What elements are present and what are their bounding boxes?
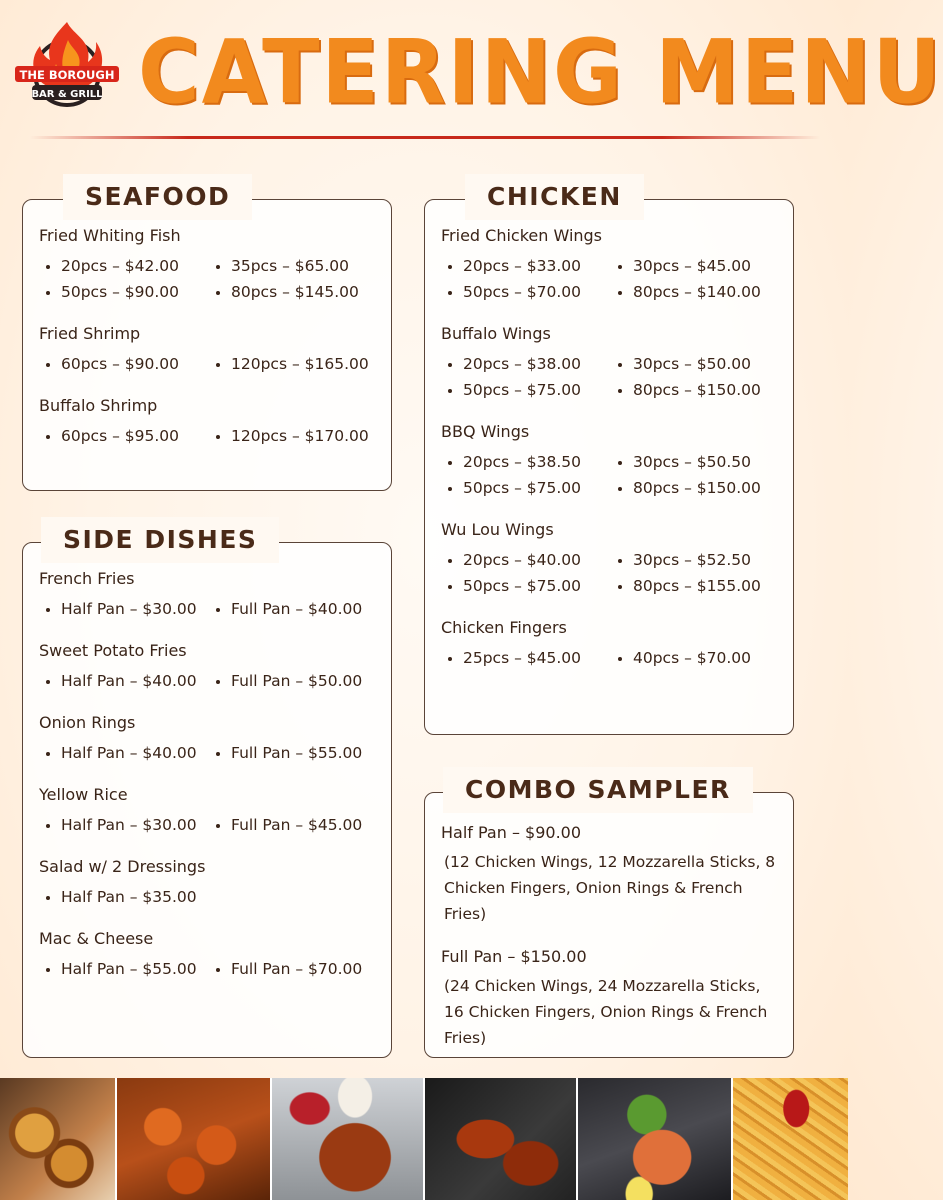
combo-items [425, 793, 793, 1051]
price-option: Half Pan – $30.00 [39, 815, 205, 835]
price-list [39, 256, 375, 302]
menu-item-name: Fried Chicken Wings [441, 226, 603, 245]
menu-item [39, 569, 375, 619]
menu-item-name: Chicken Fingers [441, 618, 567, 637]
menu-item-name: Mac & Cheese [39, 929, 154, 948]
menu-item-name: French Fries [39, 569, 135, 588]
price-option: 35pcs – $65.00 [209, 256, 375, 276]
seafood-title: SEAFOOD [63, 174, 252, 220]
price-option: 20pcs – $42.00 [39, 256, 205, 276]
price-option: 80pcs – $145.00 [209, 282, 375, 302]
menu-item [39, 226, 375, 302]
price-list [39, 815, 375, 835]
chicken-card [424, 182, 794, 735]
menu-item-name: BBQ Wings [441, 422, 530, 441]
menu-item-name: Wu Lou Wings [441, 520, 554, 539]
price-option: 20pcs – $38.50 [441, 452, 607, 472]
price-option: 50pcs – $70.00 [441, 282, 607, 302]
price-option: 120pcs – $165.00 [209, 354, 375, 374]
menu-item [441, 226, 777, 302]
bbq-wings-photo [425, 1078, 578, 1200]
chicken-items [425, 200, 793, 668]
price-option: 50pcs – $90.00 [39, 282, 205, 302]
menu-item-name: Onion Rings [39, 713, 136, 732]
combo-half-pan-price: Half Pan – $90.00 [441, 823, 582, 842]
price-list [39, 671, 375, 691]
price-option: Full Pan – $40.00 [209, 599, 375, 619]
logo-text-line1: THE BOROUGH [19, 68, 115, 82]
menu-item [441, 324, 777, 400]
page-title: CATERING MENU [138, 20, 943, 124]
menu-item [441, 618, 777, 668]
price-option: 80pcs – $140.00 [611, 282, 777, 302]
price-option: 40pcs – $70.00 [611, 648, 777, 668]
price-list [39, 887, 375, 907]
menu-item-name: Yellow Rice [39, 785, 128, 804]
price-option: 30pcs – $50.00 [611, 354, 777, 374]
combo-half-pan-desc: (12 Chicken Wings, 12 Mozzarella Sticks, 8 Chicken Fingers, Onion Rings & French Fries) [444, 853, 776, 923]
price-option: Half Pan – $55.00 [39, 959, 205, 979]
combo-full-pan-price: Full Pan – $150.00 [441, 947, 587, 966]
menu-item [39, 396, 375, 446]
food-photo-strip [0, 1078, 848, 1200]
price-list [39, 743, 375, 763]
price-option: 20pcs – $38.00 [441, 354, 607, 374]
menu-item [441, 520, 777, 596]
price-option: 60pcs – $90.00 [39, 354, 205, 374]
combo-full-pan-desc: (24 Chicken Wings, 24 Mozzarella Sticks, 16 Chicken Fingers, Onion Rings & French Fries) [444, 977, 768, 1047]
seafood-card [22, 182, 392, 491]
shrimp-photo [117, 1078, 272, 1200]
header-divider [30, 136, 820, 139]
combo-half-pan [441, 821, 777, 927]
chicken-title: CHICKEN [465, 174, 644, 220]
menu-item [39, 785, 375, 835]
price-option: 30pcs – $52.50 [611, 550, 777, 570]
price-option: Full Pan – $50.00 [209, 671, 375, 691]
price-option: 60pcs – $95.00 [39, 426, 205, 446]
menu-item [39, 857, 375, 907]
price-option: Half Pan – $35.00 [39, 887, 205, 907]
price-option: Half Pan – $40.00 [39, 671, 205, 691]
price-option: 25pcs – $45.00 [441, 648, 607, 668]
price-option: 20pcs – $40.00 [441, 550, 607, 570]
menu-item [441, 422, 777, 498]
price-option: Full Pan – $55.00 [209, 743, 375, 763]
side-dishes-title: SIDE DISHES [41, 517, 279, 563]
price-option: Half Pan – $30.00 [39, 599, 205, 619]
menu-item-name: Buffalo Wings [441, 324, 551, 343]
price-option: Full Pan – $45.00 [209, 815, 375, 835]
price-list [441, 354, 777, 400]
menu-item-name: Buffalo Shrimp [39, 396, 158, 415]
flame-grill-icon [12, 18, 122, 110]
price-option: 30pcs – $50.50 [611, 452, 777, 472]
menu-item-name: Salad w/ 2 Dressings [39, 857, 206, 876]
side-dishes-card [22, 525, 392, 1058]
wings-dip-photo [272, 1078, 425, 1200]
price-option: 120pcs – $170.00 [209, 426, 375, 446]
menu-item-name: Sweet Potato Fries [39, 641, 187, 660]
price-option: Half Pan – $40.00 [39, 743, 205, 763]
price-list [39, 354, 375, 374]
price-option: 30pcs – $45.00 [611, 256, 777, 276]
menu-item-name: Fried Whiting Fish [39, 226, 181, 245]
salmon-photo [578, 1078, 733, 1200]
price-option: 20pcs – $33.00 [441, 256, 607, 276]
onion-rings-photo [0, 1078, 117, 1200]
seafood-items [23, 200, 391, 446]
menu-item-name: Fried Shrimp [39, 324, 141, 343]
logo-text-line2: BAR & GRILL [31, 89, 103, 100]
side-dishes-items [23, 543, 391, 979]
menu-item [39, 713, 375, 763]
menu-item [39, 324, 375, 374]
combo-title: COMBO SAMPLER [443, 767, 753, 813]
restaurant-logo [12, 18, 122, 110]
price-option: Full Pan – $70.00 [209, 959, 375, 979]
combo-card [424, 775, 794, 1058]
price-list [441, 648, 777, 668]
price-list [39, 599, 375, 619]
price-option: 80pcs – $150.00 [611, 478, 777, 498]
price-option: 50pcs – $75.00 [441, 576, 607, 596]
combo-full-pan [441, 945, 777, 1051]
price-option: 50pcs – $75.00 [441, 380, 607, 400]
price-list [39, 426, 375, 446]
price-list [441, 550, 777, 596]
menu-item [39, 641, 375, 691]
price-option: 80pcs – $155.00 [611, 576, 777, 596]
fries-photo [733, 1078, 848, 1200]
price-option: 50pcs – $75.00 [441, 478, 607, 498]
menu-item [39, 929, 375, 979]
price-list [441, 452, 777, 498]
price-list [441, 256, 777, 302]
price-option: 80pcs – $150.00 [611, 380, 777, 400]
price-list [39, 959, 375, 979]
